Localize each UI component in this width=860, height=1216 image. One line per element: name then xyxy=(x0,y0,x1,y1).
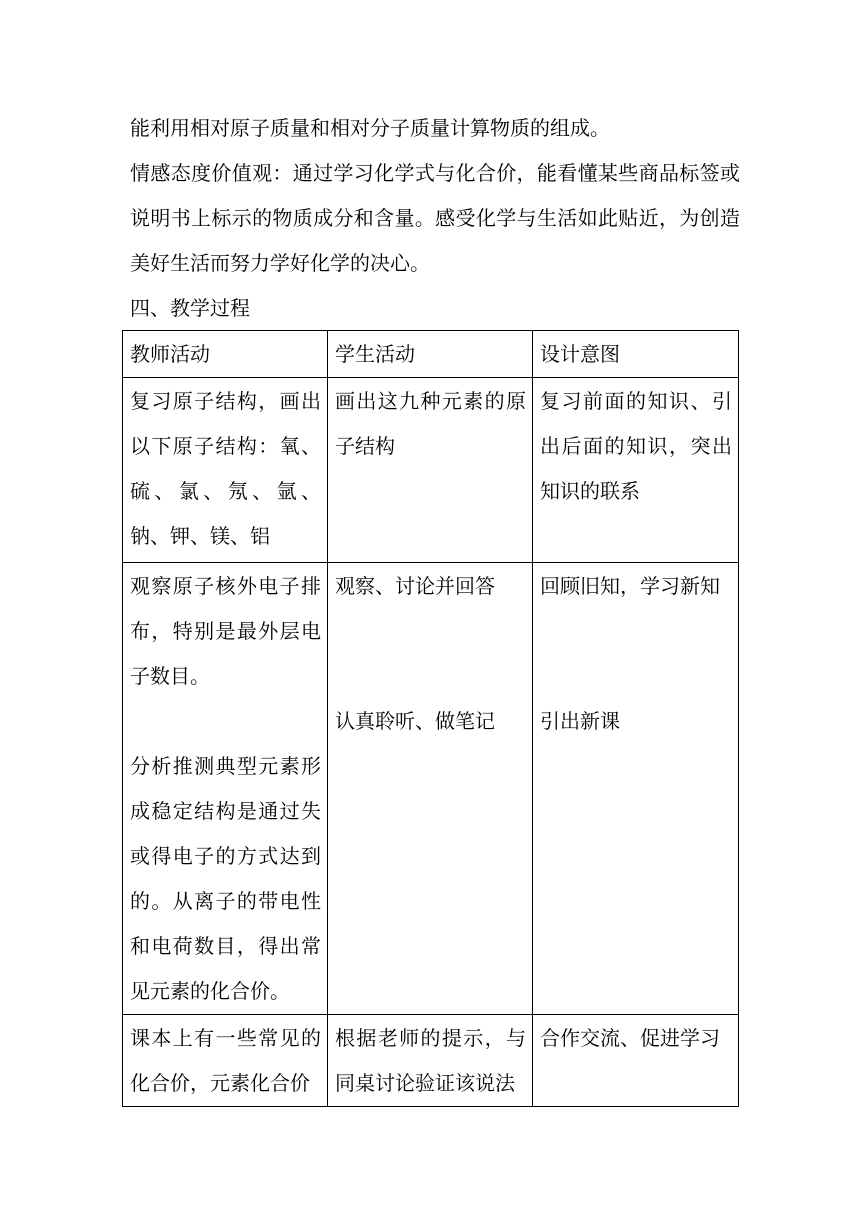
table-cell-intent xyxy=(533,563,739,1015)
table-cell-teacher xyxy=(123,563,328,1015)
table-header-row xyxy=(123,331,739,378)
header-teacher-activity: 教师活动 xyxy=(123,331,328,378)
table-cell-student: 画出这九种元素的原子结构 xyxy=(328,378,533,563)
paragraph-objectives: 能利用相对原子质量和相对分子质量计算物质的组成。 xyxy=(130,116,610,140)
table-cell-teacher: 课本上有一些常见的化合价，元素化合价 xyxy=(123,1015,328,1107)
table-row xyxy=(123,1015,739,1107)
table-cell-intent: 复习前面的知识、引出后面的知识，突出知识的联系 xyxy=(533,378,739,563)
table-cell-teacher: 复习原子结构，画出以下原子结构：氧、硫、氯、氖、氩、钠、钾、镁、铝 xyxy=(123,378,328,563)
cell-text: 观察、讨论并回答 xyxy=(335,574,495,598)
table-row xyxy=(123,563,739,1015)
section-heading: 四、教学过程 xyxy=(130,296,250,320)
cell-text: 认真聆听、做笔记 xyxy=(335,709,495,733)
header-student-activity: 学生活动 xyxy=(328,331,533,378)
table-row xyxy=(123,378,739,563)
table-cell-intent: 合作交流、促进学习 xyxy=(533,1015,739,1107)
table-cell-student xyxy=(328,563,533,1015)
cell-text: 分析推测典型元素形成稳定结构是通过失或得电子的方式达到的。从离子的带电性和电荷数目，得出常见元素的化合价。 xyxy=(130,754,321,1003)
header-design-intent: 设计意图 xyxy=(533,331,739,378)
cell-text: 回顾旧知，学习新知 xyxy=(540,574,720,598)
paragraph-values: 情感态度价值观：通过学习化学式与化合价，能看懂某些商品标签或说明书上标示的物质成分和含量。感受化学与生活如此贴近，为创造美好生活而努力学好化学的决心。 xyxy=(130,161,740,275)
cell-text: 引出新课 xyxy=(540,709,620,733)
teaching-process-table xyxy=(122,330,739,1107)
cell-text: 观察原子核外电子排布，特别是最外层电子数目。 xyxy=(130,574,321,688)
table-cell-student: 根据老师的提示，与同桌讨论验证该说法 xyxy=(328,1015,533,1107)
